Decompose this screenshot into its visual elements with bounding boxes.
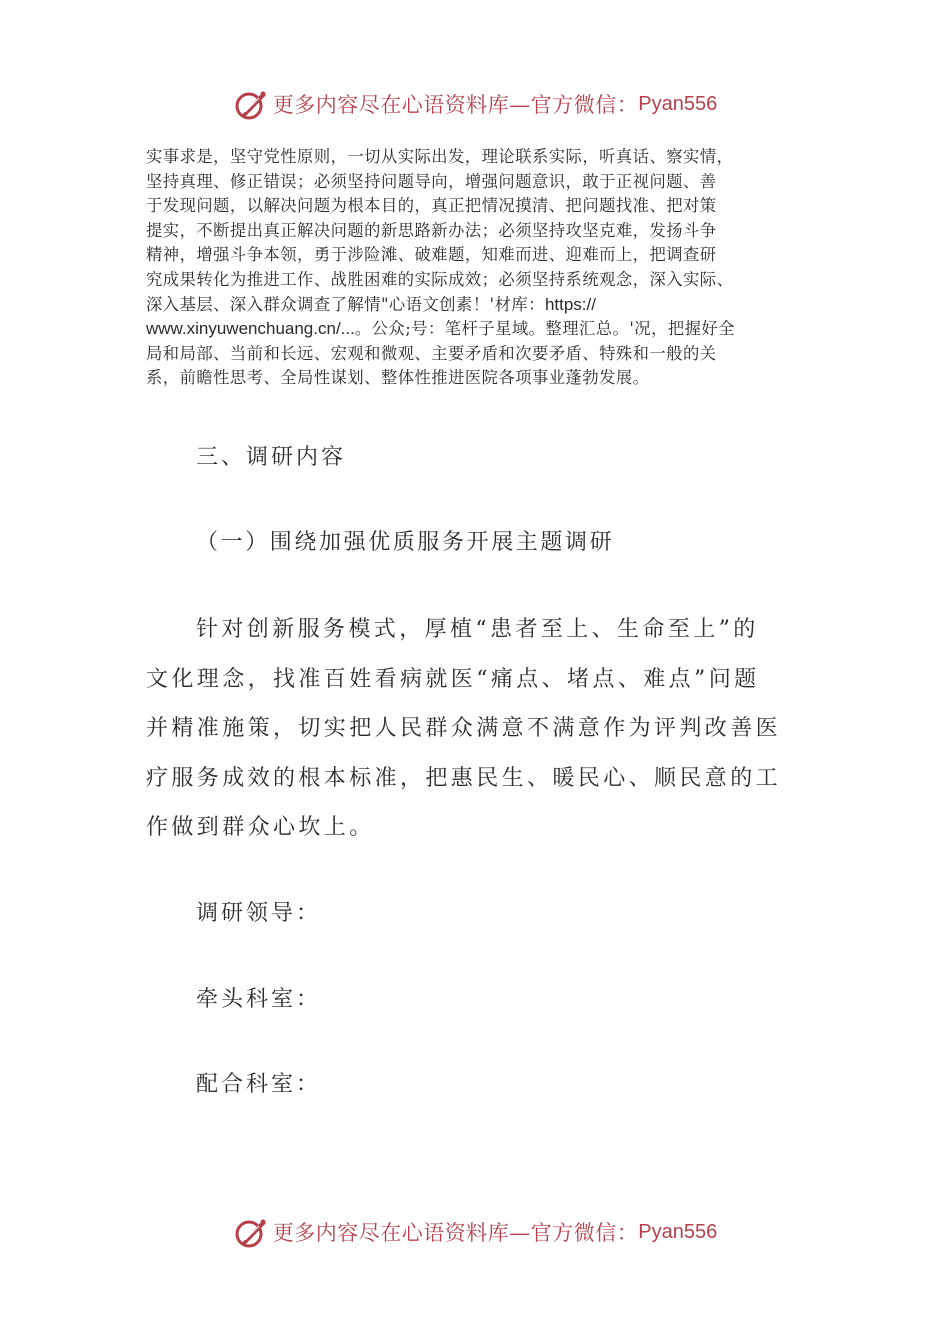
leader-label: 调研领导：	[196, 901, 322, 926]
assist-dept-label: 配合科室：	[196, 1072, 322, 1097]
intro-paragraph	[146, 145, 811, 391]
intro-line: 系，前瞻性思考、全局性谋划、整体性推进医院各项事业蓬勃发展。	[146, 368, 650, 388]
lead-dept-label: 牵头科室：	[196, 987, 322, 1012]
body-line: 针对创新服务模式，厚植“患者至上、生命至上”的	[196, 617, 759, 642]
body-line: 疗服务成效的根本标准，把惠民生、暖民心、顺民意的工	[146, 765, 782, 791]
body-line: 文化理念，找准百姓看病就医“痛点、堵点、难点”问题	[146, 666, 760, 692]
intro-line: 究成果转化为推进工作、战胜困难的实际成效；必须坚持系统观念，深入实际、	[146, 269, 734, 289]
body-line: 并精准施策，切实把人民群众满意不满意作为评判改善医	[146, 716, 782, 741]
header-banner	[0, 84, 950, 124]
url-prefix: https://	[544, 294, 596, 314]
section-heading: 三、调研内容	[196, 445, 347, 470]
footer-banner	[0, 1212, 950, 1252]
quill-logo-icon	[233, 86, 269, 122]
intro-line: 于发现问题，以解决问题为根本目的，真正把情况摸清、把问题找准、把对策	[146, 196, 717, 216]
intro-line: 提实，不断提出真正解决问题的新思路新办法；必须坚持攻坚克难，发扬斗争	[146, 220, 717, 240]
intro-line	[146, 317, 811, 342]
intro-line	[146, 293, 811, 318]
header-banner-text: 更多内容尽在心语资料库—官方微信：	[272, 93, 639, 117]
body-paragraph	[146, 605, 796, 853]
quill-logo-icon	[233, 1214, 269, 1250]
intro-line-text: 深入基层、深入群众调查了解情"心语文创素！'材库：	[146, 294, 545, 314]
subsection-heading: （一）围绕加强优质服务开展主题调研	[196, 530, 615, 555]
body-line: 作做到群众心坎上。	[146, 815, 375, 840]
intro-line: 实事求是，坚守党性原则，一切从实际出发，理论联系实际，听真话、察实情，	[146, 147, 734, 166]
footer-banner-id: Pyan556	[638, 1220, 718, 1243]
intro-line: 精神，增强斗争本领，勇于涉险滩、破难题，知难而进、迎难而上，把调查研	[146, 245, 717, 265]
url-link[interactable]: www.xinyuwenchuang.cn/...	[146, 319, 355, 339]
footer-banner-text: 更多内容尽在心语资料库—官方微信：	[272, 1221, 639, 1245]
intro-line-text: 。公众;号：笔杆子星域。整理汇总。'况，把握好全	[354, 319, 735, 339]
intro-line: 局和局部、当前和长远、宏观和微观、主要矛盾和次要矛盾、特殊和一般的关	[146, 343, 717, 363]
intro-line: 坚持真理、修正错误；必须坚持问题导向，增强问题意识，敢于正视问题、善	[146, 171, 717, 191]
header-banner-id: Pyan556	[638, 92, 718, 115]
